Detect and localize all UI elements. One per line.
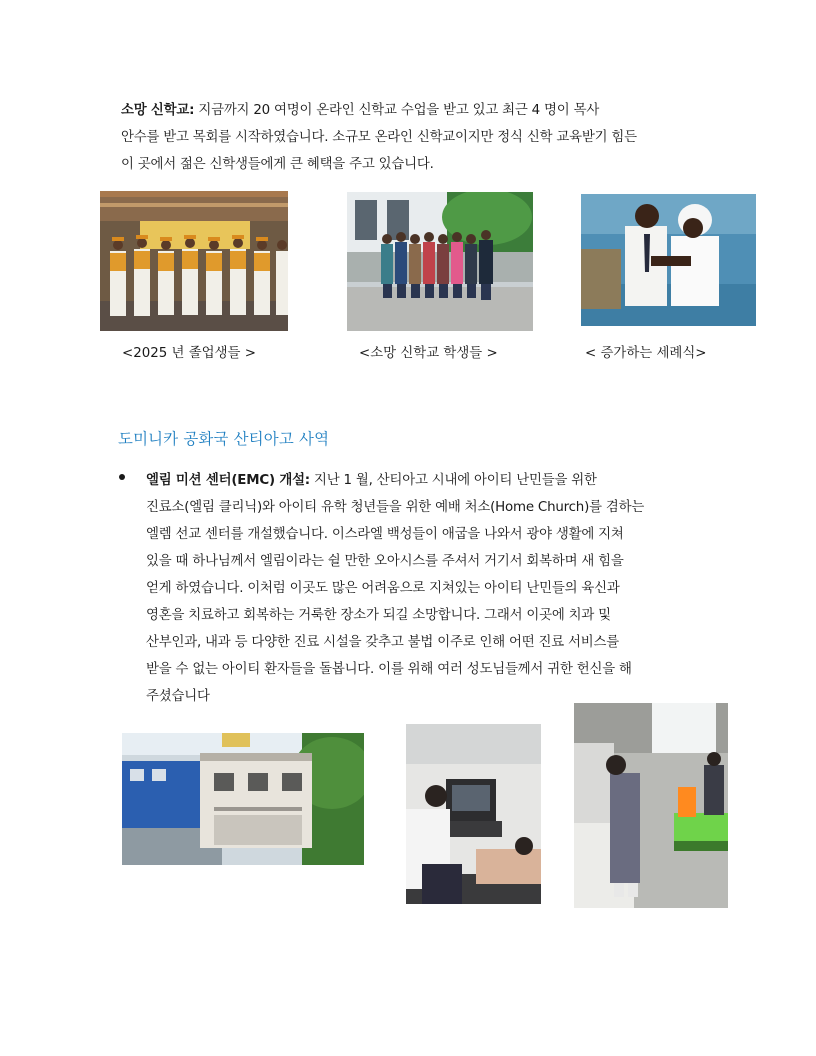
bullet-line: 얻게 하였습니다. 이처럼 이곳도 많은 어려움으로 지쳐있는 아이티 난민들의 육신과 [146,581,620,596]
students-caption: <소망 신학교 학생들 > [359,346,498,361]
intro-bold-label: 소망 신학교: [121,103,195,118]
baptism-caption: < 증가하는 세례식> [585,346,707,361]
students-photo [347,192,533,331]
bullet-line: 영혼을 치료하고 회복하는 거룩한 장소가 되길 소망합니다. 그래서 이곳에 치과 및 [146,608,611,623]
intro-line: 안수를 받고 목회를 시작하였습니다. 소규모 온라인 신학교이지만 정식 신학 교육받기 힘든 [121,130,637,145]
intro-line: 이 곳에서 젊은 신학생들에게 큰 혜택을 주고 있습니다. [121,157,434,172]
bullet-line: 있을 때 하나님께서 엘림이라는 쉴 만한 오아시스를 주셔서 거기서 회복하며 새 힘을 [146,554,624,569]
clinic-treatment-photo [406,724,541,904]
bullet-line: 엘렘 선교 센터를 개설했습니다. 이스라엘 백성들이 애굽을 나와서 광야 생활에 지쳐 [146,527,624,542]
bullet-line: 산부인과, 내과 등 다양한 진료 시설을 갖추고 불법 이주로 인해 어떤 진료 서비스를 [146,635,619,650]
bullet-icon [119,474,125,480]
bullet-line: 주셨습니다 [146,689,210,704]
graduates-photo [100,191,288,331]
mission-center-building-photo [122,733,364,865]
bullet-paragraph [146,467,726,710]
section-heading: 도미니카 공화국 산티아고 사역 [118,430,330,448]
baptism-photo [581,194,756,326]
graduates-caption: <2025 년 졸업생들 > [122,346,256,361]
intro-paragraph [121,97,721,178]
clinic-nurses-photo [574,703,728,908]
bullet-line: 받을 수 없는 아이티 환자들을 돌봅니다. 이를 위해 여러 성도님들께서 귀한 헌신을 해 [146,662,632,677]
intro-line: 지금까지 20 여명이 온라인 신학교 수업을 받고 있고 최근 4 명이 목사 [194,103,600,118]
bullet-bold-label: 엘림 미션 센터(EMC) 개설: [146,473,310,488]
bullet-line: 진료소(엘림 클리닉)와 아이티 유학 청년들을 위한 예배 처소(Home Church)를 겸하는 [146,500,645,515]
bullet-line: 지난 1 월, 산티아고 시내에 아이티 난민들을 위한 [309,473,597,488]
